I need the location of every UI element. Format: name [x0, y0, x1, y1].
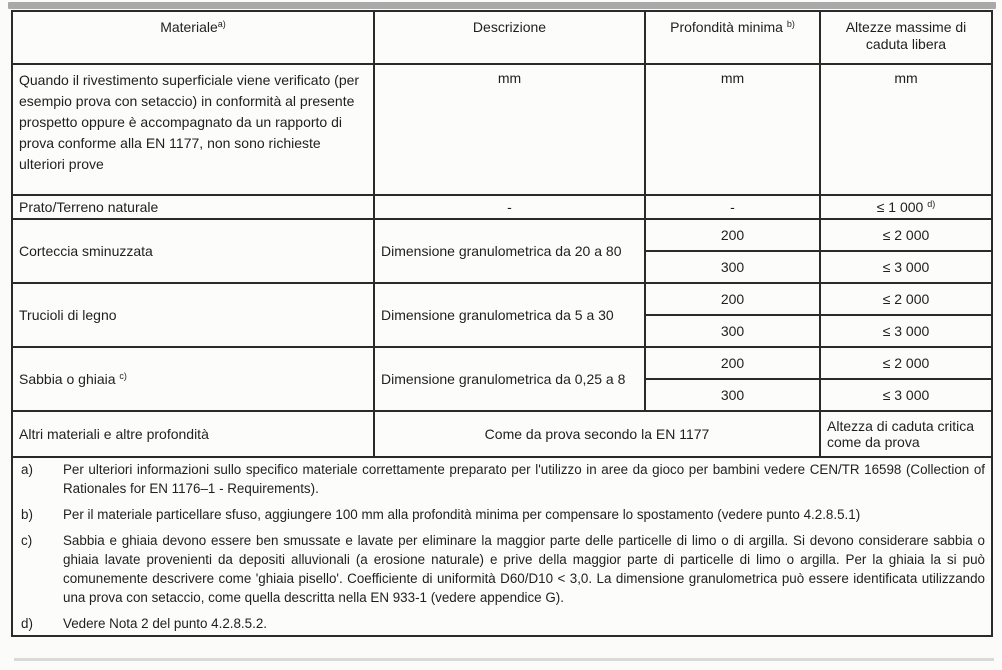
- cell-material-altri: Altri materiali e altre profondità: [12, 411, 374, 457]
- scan-artifact-bottom-line: [14, 658, 994, 661]
- unit-mm-altezze: mm: [820, 64, 992, 195]
- height-prato-value: ≤ 1 000: [876, 199, 924, 215]
- cell-depth-corteccia-200: 200: [645, 219, 820, 251]
- header-materiale-label: Materiale: [160, 19, 218, 35]
- row-sabbia-1: [12, 347, 992, 379]
- header-altezze-label: Altezze massime di caduta libera: [845, 19, 967, 52]
- footnote-label-c: c): [21, 533, 33, 548]
- cell-depth-trucioli-300: 300: [645, 315, 820, 347]
- cell-height-sabbia-3000: ≤ 3 000: [820, 379, 992, 411]
- cell-material-corteccia: Corteccia sminuzzata: [12, 219, 374, 283]
- material-sabbia-label: Sabbia o ghiaia: [19, 371, 116, 387]
- cell-desc-trucioli: Dimensione granulometrica da 5 a 30: [374, 283, 645, 347]
- cell-desc-altri: Come da prova secondo la EN 1177: [374, 411, 820, 457]
- cell-height-sabbia-2000: ≤ 2 000: [820, 347, 992, 379]
- footnote-marker-b: b): [786, 19, 795, 29]
- row-trucioli-1: [12, 283, 992, 315]
- cell-depth-trucioli-200: 200: [645, 283, 820, 315]
- footnote-marker-d: d): [927, 199, 936, 209]
- footnote-text-d: Vedere Nota 2 del punto 4.2.8.5.2.: [63, 616, 267, 631]
- footnote-b: [19, 505, 985, 524]
- units-row: [12, 64, 992, 195]
- footnote-label-a: a): [21, 462, 33, 477]
- footnote-c: [19, 531, 985, 607]
- cell-depth-sabbia-200: 200: [645, 347, 820, 379]
- cell-material-trucioli: Trucioli di legno: [12, 283, 374, 347]
- footnote-text-c: Sabbia e ghiaia devono essere ben smussate e lavate per eliminare la maggior parte delle particelle di limo o di argilla. Si devono considerare sabbia o ghiaia lavate provenienti da depositi alluvionali (a erosione naturale) e prive della maggior parte di particelle di limo o argilla. Per la ghiaia la si può comunemente descrivere come 'ghiaia pisello'. Coefficiente di uniformità D60/D10 < 3,0. La dimensione granulometrica può essere identificata utilizzando una prova con setaccio, come quella descritta nella EN 933-1 (vedere appendice G).: [63, 533, 985, 605]
- row-altri-materiali: [12, 411, 992, 457]
- cell-height-corteccia-3000: ≤ 3 000: [820, 251, 992, 283]
- header-altezze-massime: [820, 11, 992, 64]
- cell-height-trucioli-2000: ≤ 2 000: [820, 283, 992, 315]
- cell-height-trucioli-3000: ≤ 3 000: [820, 315, 992, 347]
- header-descrizione: [374, 11, 645, 64]
- footnote-label-b: b): [21, 507, 33, 522]
- header-profondita-label: Profondità minima: [670, 19, 783, 35]
- cell-depth-sabbia-300: 300: [645, 379, 820, 411]
- header-materiale: [12, 11, 374, 64]
- footnote-marker-c: c): [119, 371, 127, 381]
- cell-desc-corteccia: Dimensione granulometrica da 20 a 80: [374, 219, 645, 283]
- cell-desc-sabbia: Dimensione granulometrica da 0,25 a 8: [374, 347, 645, 411]
- footnote-d: [19, 614, 985, 633]
- header-descrizione-label: Descrizione: [472, 19, 547, 35]
- cell-depth-prato: -: [645, 195, 820, 219]
- cell-height-prato: [820, 195, 992, 219]
- materials-table: [11, 10, 993, 637]
- unit-mm-profondita: mm: [645, 64, 820, 195]
- cell-desc-prato: -: [374, 195, 645, 219]
- footnote-label-d: d): [21, 616, 33, 631]
- cell-depth-corteccia-300: 300: [645, 251, 820, 283]
- footnote-text-b: Per il materiale particellare sfuso, aggiungere 100 mm alla profondità minima per compensare lo spostamento (vedere punto 4.2.8.5.1): [63, 507, 861, 522]
- footnotes-section: [12, 457, 992, 636]
- footnotes-row: [12, 457, 992, 636]
- footnote-a: [19, 460, 985, 498]
- unit-mm-descrizione: mm: [374, 64, 645, 195]
- cell-material-sabbia: [12, 347, 374, 411]
- table-header-row: [12, 11, 992, 64]
- scan-artifact-top-bar: [8, 2, 996, 9]
- footnote-marker-a: a): [217, 19, 226, 29]
- row-corteccia-1: [12, 219, 992, 251]
- row-prato: [12, 195, 992, 219]
- footnote-text-a: Per ulteriori informazioni sullo specifico materiale correttamente preparato per l'utilizzo in aree da gioco per bambini vedere CEN/TR 16598 (Collection of Rationales for EN 1176–1 - Requirements).: [63, 462, 985, 496]
- cell-height-corteccia-2000: ≤ 2 000: [820, 219, 992, 251]
- cell-material-prato: Prato/Terreno naturale: [12, 195, 374, 219]
- cell-height-altri: Altezza di caduta critica come da prova: [820, 411, 992, 457]
- cell-intro-verification: Quando il rivestimento superficiale viene verificato (per esempio prova con setaccio) in conformità al presente prospetto oppure è accompagnato da un rapporto di prova conforme alla EN 1177, non sono richieste ulteriori prove: [12, 64, 374, 195]
- header-profondita-minima: [645, 11, 820, 64]
